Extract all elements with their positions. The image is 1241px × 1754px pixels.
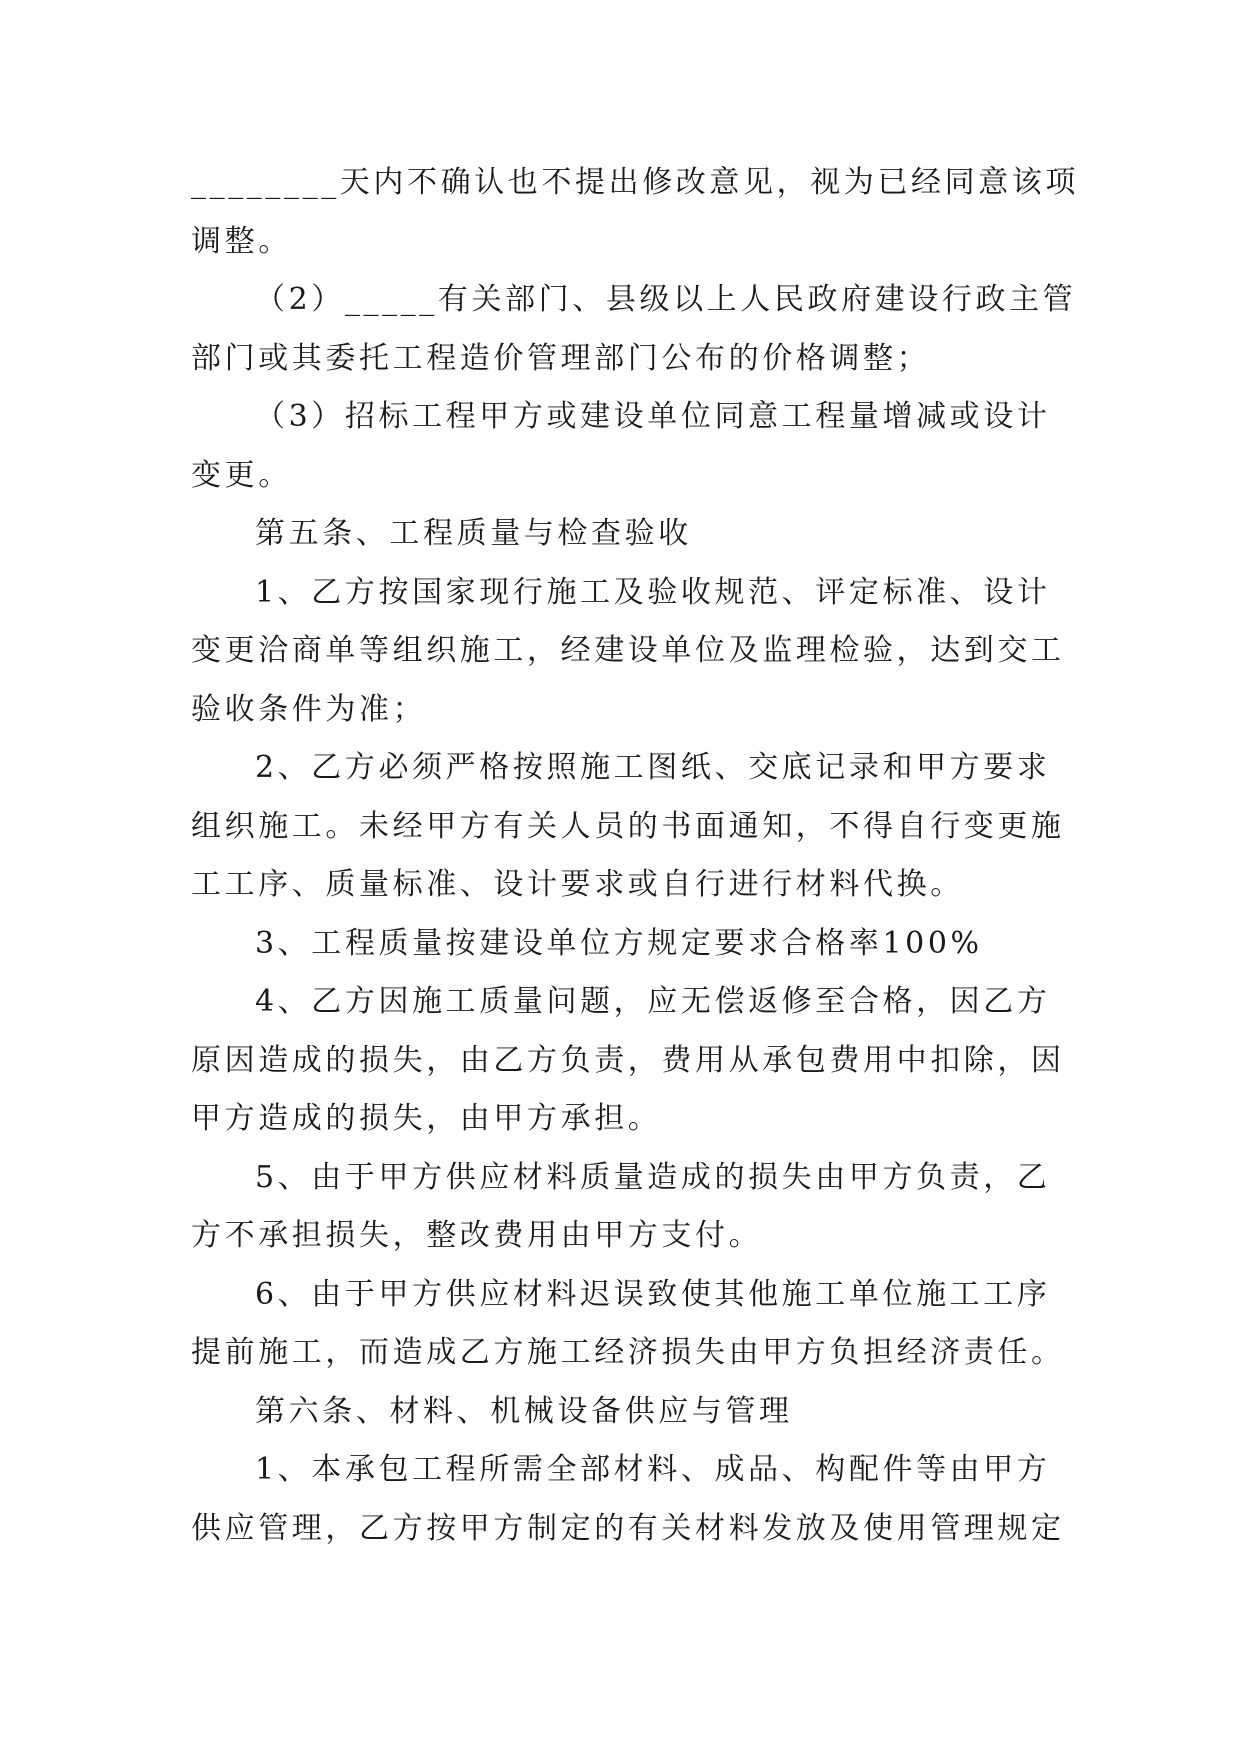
text-line: 组织施工。未经甲方有关人员的书面通知，不得自行变更施	[191, 808, 1065, 844]
text-line: 原因造成的损失，由乙方负责，费用从承包费用中扣除，因	[191, 1042, 1065, 1078]
text-line: 验收条件为准；	[191, 691, 427, 727]
text-line: 变更洽商单等组织施工，经建设单位及监理检验，达到交工	[191, 633, 1065, 668]
text-line: 供应管理，乙方按甲方制定的有关材料发放及使用管理规定	[191, 1510, 1065, 1546]
text-line: 1、乙方按国家现行施工及验收规范、评定标准、设计	[255, 574, 1051, 610]
text-line: 提前施工，而造成乙方施工经济损失由甲方负担经济责任。	[191, 1335, 1065, 1370]
document-body	[191, 154, 1079, 1558]
text-line: 甲方造成的损失，由甲方承担。	[191, 1101, 662, 1136]
text-line: 工工序、质量标准、设计要求或自行进行材料代换。	[191, 867, 964, 902]
text-line: 3、工程质量按建设单位方规定要求合格率100%	[255, 925, 983, 961]
text-line: （3）招标工程甲方或建设单位同意工程量增减或设计	[255, 399, 1051, 434]
section-heading: 第六条、材料、机械设备供应与管理	[255, 1393, 793, 1429]
text-line: 4、乙方因施工质量问题，应无偿返修至合格，因乙方	[255, 984, 1051, 1019]
text-line: 5、由于甲方供应材料质量造成的损失由甲方负责，乙	[255, 1159, 1051, 1195]
text-line: 调整。	[191, 223, 292, 259]
text-line: （2）_____有关部门、县级以上人民政府建设行政主管	[255, 282, 1077, 317]
text-line: ________天内不确认也不提出修改意见，视为已经同意该项	[191, 165, 1079, 200]
section-heading: 第五条、工程质量与检查验收	[255, 516, 692, 551]
text-line: 方不承担损失，整改费用由甲方支付。	[191, 1218, 763, 1253]
text-line: 2、乙方必须严格按照施工图纸、交底记录和甲方要求	[255, 750, 1051, 785]
text-line: 部门或其委托工程造价管理部门公布的价格调整；	[191, 340, 931, 376]
text-line: 变更。	[191, 457, 292, 493]
text-line: 1、本承包工程所需全部材料、成品、构配件等由甲方	[255, 1452, 1051, 1487]
text-line: 6、由于甲方供应材料迟误致使其他施工单位施工工序	[255, 1276, 1051, 1312]
